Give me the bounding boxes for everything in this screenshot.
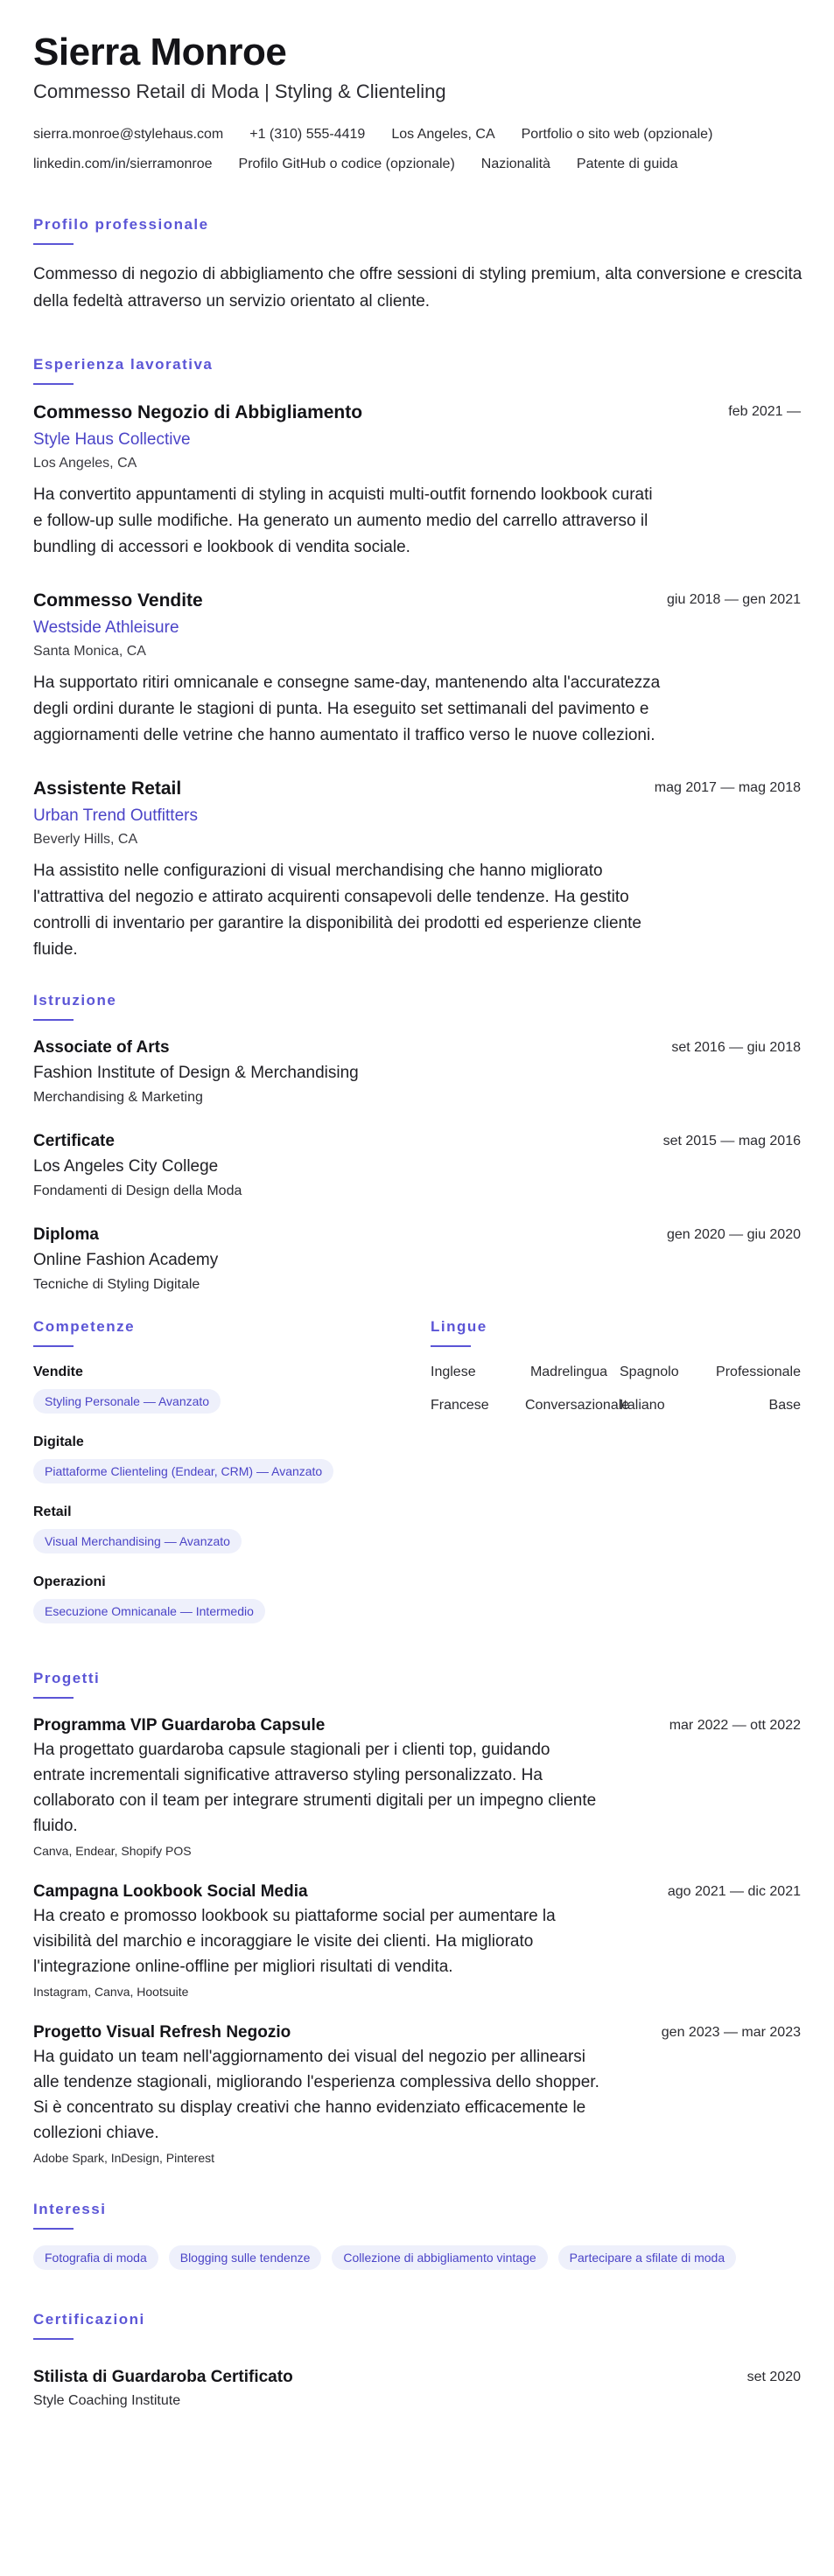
contact-location: Los Angeles, CA [391,127,495,142]
job-company: Style Haus Collective [33,430,191,449]
project-description: Ha creato e promosso lookbook su piattaforme social per aumentare la visibilità del marchio e incoraggiare le visite dei clienti. Ha migliorato l'integrazione online-offline per migliori risultati di vendita. [33,1907,556,1976]
contact-email[interactable]: sierra.monroe@stylehaus.com [33,127,224,142]
contact-github[interactable]: Profilo GitHub o codice (opzionale) [238,157,455,171]
project-title: Programma VIP Guardaroba Capsule [33,1716,326,1735]
project-tools: Instagram, Canva, Hootsuite [33,1985,189,1999]
section-divider [33,383,74,385]
language-level: Conversazionale [525,1398,630,1413]
skill-pill: Styling Personale — Avanzato [33,1389,221,1414]
language-level: Professionale [716,1365,801,1379]
job-description: Ha supportato ritiri omnicanale e consegne same-day, mantenendo alta l'accuratezza degli ordini durante le stagioni di punta. Ha eseguito set settimanali del pavimento e aggiornamenti delle vetrine che hanno aumentato il traffico verso le nuove collezioni. [33,674,661,744]
certification-name: Stilista di Guardaroba Certificato [33,2368,293,2386]
interests-section [33,2200,801,2270]
contact-license: Patente di guida [576,157,678,171]
section-title: Competenze [33,1318,136,1335]
job-company: Westside Athleisure [33,618,179,637]
skill-pill: Piattaforme Clienteling (Endear, CRM) — Avanzato [33,1459,333,1483]
project-dates: gen 2023 — mar 2023 [661,2025,801,2040]
job-location: Beverly Hills, CA [33,832,138,847]
project-entry [33,1881,801,2000]
job-dates: mag 2017 — mag 2018 [654,780,801,795]
skill-pill: Visual Merchandising — Avanzato [33,1529,242,1553]
education-school: Online Fashion Academy [33,1251,219,1269]
summary-section [33,215,801,315]
job-company: Urban Trend Outfitters [33,806,198,825]
project-description: Ha guidato un team nell'aggiornamento dei visual del negozio per allinearsi alle tendenze stagionali, migliorando l'esperienza complessiva dello shopper. Si è concentrato su display creativi che hanno evidenziato efficacemente le collezioni chiave. [33,2048,599,2142]
job-title: Commesso Vendite [33,590,203,611]
skill-category: Digitale [33,1435,84,1449]
projects-section [33,1669,801,2167]
education-entry [33,1224,801,1295]
project-title: Campagna Lookbook Social Media [33,1882,308,1901]
certifications-section [33,2310,801,2411]
section-title: Esperienza lavorativa [33,356,214,373]
education-entry [33,1130,801,1201]
skills-languages-row [33,1317,801,1643]
project-description: Ha progettato guardaroba capsule stagionali per i clienti top, guidando entrate incrementali significative attraverso styling personalizzato. Ha collaborato con il team per integrare strumenti digitali per un impegno cliente fluido. [33,1741,597,1835]
interest-pill: Blogging sulle tendenze [169,2245,322,2270]
education-field: Tecniche di Styling Digitale [33,1277,200,1292]
education-degree: Certificate [33,1132,115,1150]
language-list [431,1363,801,1415]
skill-group [33,1573,431,1623]
candidate-name: Sierra Monroe [33,31,287,73]
skill-group [33,1503,431,1553]
section-divider [33,1697,74,1699]
section-divider [431,1345,471,1347]
job-description: Ha assistito nelle configurazioni di visual merchandising che hanno migliorato l'attrattiva del negozio e attirato acquirenti consapevoli delle tendenze. Ha gestito controlli di inventario per garantire la disponibilità dei prodotti ed esperienze cliente fluide. [33,862,641,959]
job-entry [33,777,801,963]
section-title: Profilo professionale [33,216,209,233]
project-dates: mar 2022 — ott 2022 [669,1718,801,1733]
section-title: Interessi [33,2201,107,2217]
language-name: Inglese [431,1365,476,1379]
education-school: Fashion Institute of Design & Merchandising [33,1064,359,1082]
job-entry [33,589,801,749]
certification-date: set 2020 [746,2370,801,2384]
project-entry [33,1714,801,1860]
interest-pill: Fotografia di moda [33,2245,158,2270]
education-entry [33,1037,801,1107]
interest-pill: Partecipare a sfilate di moda [558,2245,736,2270]
section-divider [33,243,74,245]
language-name: Italiano [620,1398,665,1413]
job-title: Assistente Retail [33,778,182,799]
section-title: Lingue [431,1318,487,1335]
job-title: Commesso Negozio di Abbigliamento [33,402,363,422]
experience-section [33,355,801,963]
skill-category: Vendite [33,1365,83,1379]
project-tools: Adobe Spark, InDesign, Pinterest [33,2151,215,2165]
education-field: Merchandising & Marketing [33,1090,203,1105]
skill-category: Operazioni [33,1574,106,1589]
job-dates: giu 2018 — gen 2021 [666,592,801,607]
project-entry [33,2021,801,2167]
summary-text: Commesso di negozio di abbigliamento che offre sessioni di styling premium, alta conversione e crescita della fedeltà attraverso un servizio orientato al cliente. [33,265,802,311]
education-dates: gen 2020 — giu 2020 [666,1227,801,1242]
project-dates: ago 2021 — dic 2021 [667,1884,801,1899]
certification-entry [33,2366,801,2411]
section-title: Istruzione [33,992,117,1009]
skill-group [33,1363,431,1414]
resume-header [33,30,801,175]
interest-list [33,2245,801,2270]
candidate-headline: Commesso Retail di Moda | Styling & Clienteling [33,80,446,102]
language-name: Francese [431,1398,489,1413]
job-location: Santa Monica, CA [33,644,146,659]
certification-issuer: Style Coaching Institute [33,2393,181,2408]
job-dates: feb 2021 — [728,404,801,419]
skill-pill: Esecuzione Omnicanale — Intermedio [33,1599,265,1623]
job-description: Ha convertito appuntamenti di styling in acquisti multi-outfit fornendo lookbook curati e follow-up sulle modifiche. Ha generato un aumento medio del carrello attraverso il bundling di accessori e lookbook di vendita sociale. [33,485,653,556]
languages-section [431,1317,801,1643]
job-entry [33,401,801,561]
section-title: Certificazioni [33,2311,145,2328]
project-tools: Canva, Endear, Shopify POS [33,1844,192,1858]
skill-group [33,1433,431,1483]
section-divider [33,2338,74,2340]
contact-linkedin[interactable]: linkedin.com/in/sierramonroe [33,157,213,171]
education-degree: Associate of Arts [33,1038,170,1057]
contact-phone[interactable]: +1 (310) 555-4419 [249,127,366,142]
section-divider [33,1345,74,1347]
education-school: Los Angeles City College [33,1157,219,1176]
education-field: Fondamenti di Design della Moda [33,1183,242,1198]
section-divider [33,2228,74,2230]
job-location: Los Angeles, CA [33,456,137,471]
contact-portfolio[interactable]: Portfolio o sito web (opzionale) [521,127,713,142]
section-divider [33,1019,74,1021]
language-name: Spagnolo [620,1365,679,1379]
language-level: Madrelingua [529,1365,607,1379]
contact-nationality: Nazionalità [480,157,550,171]
contact-list [33,124,803,175]
language-level: Base [768,1398,801,1413]
skill-category: Retail [33,1504,72,1519]
project-title: Progetto Visual Refresh Negozio [33,2023,291,2042]
skills-section [33,1317,431,1643]
education-section [33,991,801,1295]
section-title: Progetti [33,1670,101,1686]
education-degree: Diploma [33,1225,99,1244]
education-dates: set 2015 — mag 2016 [662,1134,801,1148]
interest-pill: Collezione di abbigliamento vintage [332,2245,547,2270]
education-dates: set 2016 — giu 2018 [671,1040,801,1055]
